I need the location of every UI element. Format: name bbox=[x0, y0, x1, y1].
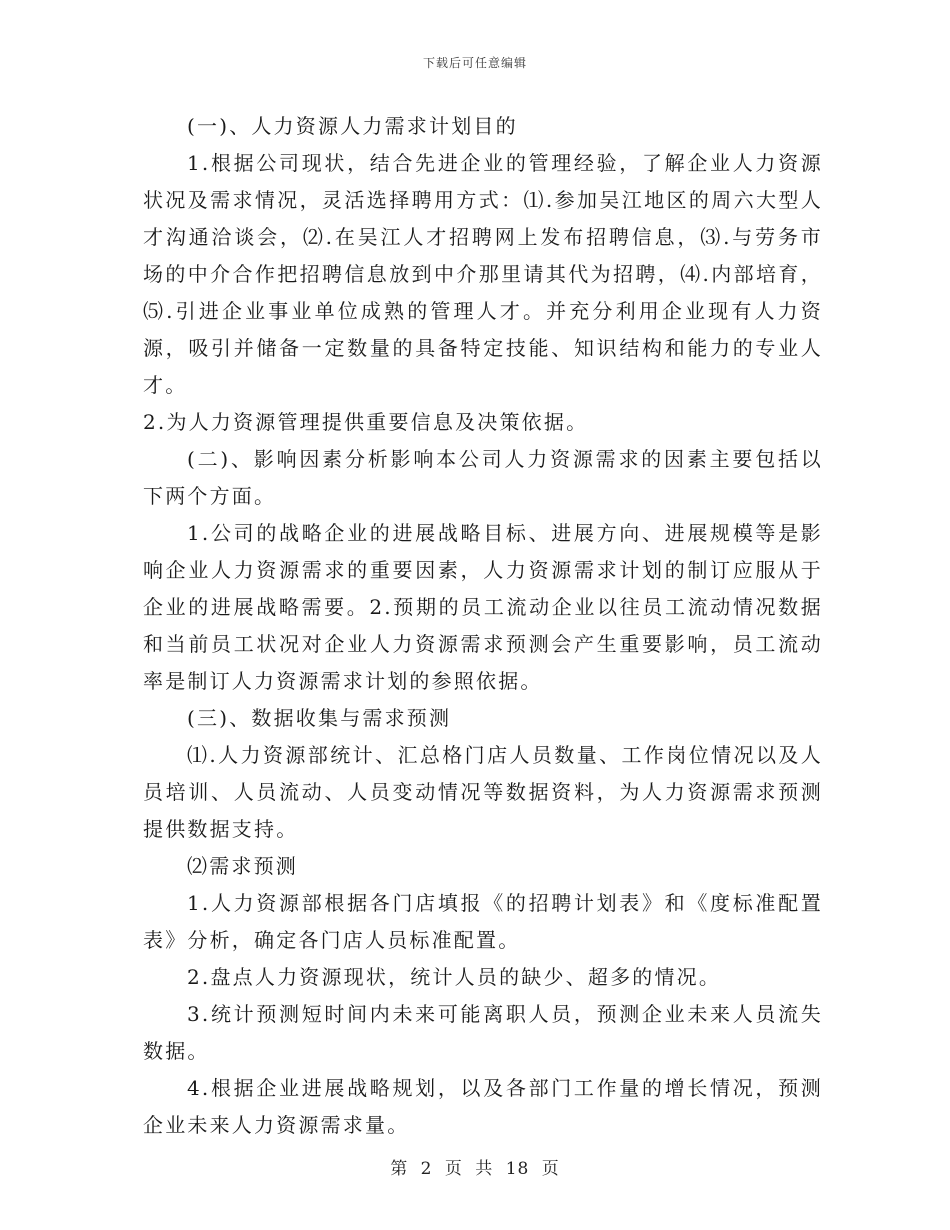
document-body bbox=[143, 108, 823, 1144]
header-note: 下载后可任意编辑 bbox=[422, 56, 527, 70]
paragraph-forecast-2: 2.盘点人力资源现状，统计人员的缺少、超多的情况。 bbox=[187, 965, 722, 989]
paragraph-purpose-2: 2.为人力资源管理提供重要信息及决策依据。 bbox=[143, 410, 589, 434]
paragraph-forecast-4: 4.根据企业进展战略规划，以及各部门工作量的增长情况，预测企业未来人力资源需求量。 bbox=[143, 1076, 823, 1137]
paragraph-forecast-3: 3.统计预测短时间内未来可能离职人员，预测企业未来人员流失数据。 bbox=[143, 1002, 823, 1063]
paragraph-data-collection: ⑴.人力资源部统计、汇总格门店人员数量、工作岗位情况以及人员培训、人员流动、人员变动情况等数据资料，为人力资源需求预测提供数据支持。 bbox=[143, 743, 823, 841]
paragraph-factors: 1.公司的战略企业的进展战略目标、进展方向、进展规模等是影响企业人力资源需求的重要因素，人力资源需求计划的制订应服从于企业的进展战略需要。2.预期的员工流动企业以往员工流动情况数据和当前员工状况对企业人力资源需求预测会产生重要影响，员工流动率是制订人力资源需求计划的参照依据。 bbox=[143, 521, 823, 693]
paragraph-forecast-1: 1.人力资源部根据各门店填报《的招聘计划表》和《度标准配置表》分析，确定各门店人员标准配置。 bbox=[143, 891, 823, 952]
section-heading-3: (三)、数据收集与需求预测 bbox=[187, 706, 452, 730]
section-heading-2: (二)、影响因素分析影响本公司人力资源需求的因素主要包括以下两个方面。 bbox=[143, 447, 823, 508]
subheading-demand-forecast: ⑵需求预测 bbox=[187, 854, 298, 878]
page-number: 第 2 页 共 18 页 bbox=[390, 1159, 560, 1179]
section-heading-1: (一)、人力资源人力需求计划目的 bbox=[187, 114, 518, 138]
paragraph-purpose-1: 1.根据公司现状，结合先进企业的管理经验，了解企业人力资源状况及需求情况，灵活选择聘用方式：⑴.参加吴江地区的周六大型人才沟通洽谈会，⑵.在吴江人才招聘网上发布招聘信息，⑶.与劳务市场的中介合作把招聘信息放到中介那里请其代为招聘，⑷.内部培育，⑸.引进企业事业单位成熟的管理人才。并充分利用企业现有人力资源，吸引并储备一定数量的具备特定技能、知识结构和能力的专业人才。 bbox=[143, 151, 823, 397]
